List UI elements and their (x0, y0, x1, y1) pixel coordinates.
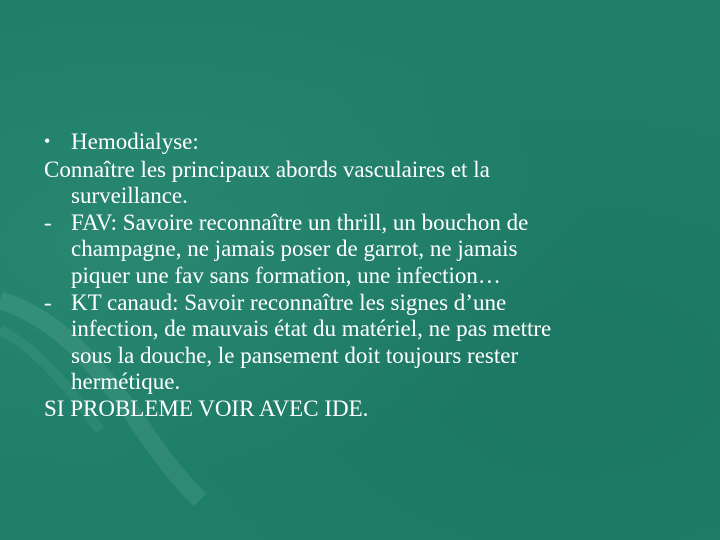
intro-line-1: Connaître les principaux abords vasculaires et la (44, 156, 490, 182)
slide-text-body (44, 129, 684, 423)
kt-line-1: KT canaud: Savoir reconnaître les signes d’une (71, 289, 507, 315)
kt-line-4: hermétique. (71, 369, 181, 395)
heading-text: Hemodialyse: (71, 129, 199, 154)
fav-line-2: champagne, ne jamais poser de garrot, ne jamais (71, 236, 518, 262)
kt-item (44, 290, 684, 317)
fav-item (44, 210, 684, 237)
heading-line (44, 129, 684, 157)
intro-line-2: surveillance. (71, 183, 188, 209)
dash-marker: - (44, 209, 52, 235)
kt-line-3: sous la douche, le pansement doit toujours rester (71, 342, 519, 368)
dash-marker: - (44, 289, 52, 315)
closing-line: SI PROBLEME VOIR AVEC IDE. (44, 395, 369, 421)
bullet-icon: • (44, 131, 51, 151)
fav-line-1: FAV: Savoire reconnaître un thrill, un bouchon de (71, 209, 529, 235)
fav-line-3: piquer une fav sans formation, une infection… (71, 262, 501, 288)
kt-line-2: infection, de mauvais état du matériel, ne pas mettre (71, 316, 552, 342)
